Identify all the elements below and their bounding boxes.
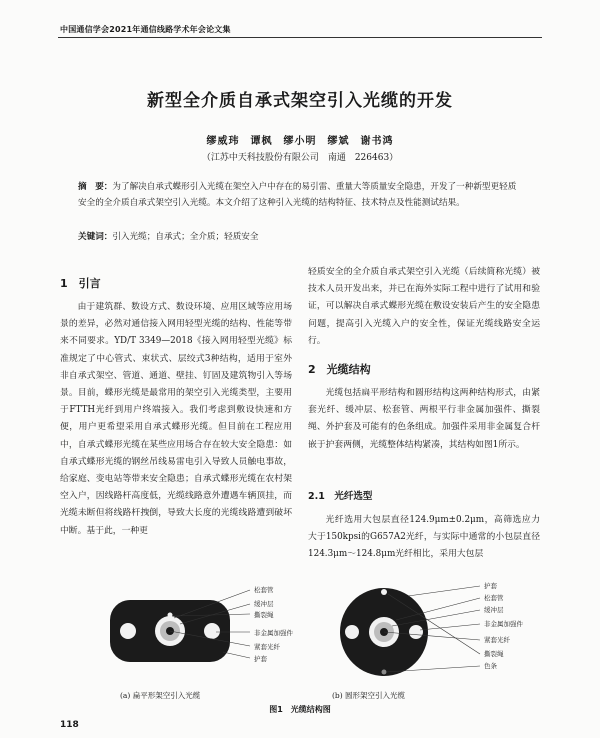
figure-caption-a: (a) 扁平形架空引入光缆 xyxy=(120,691,201,700)
b-label-5: 撕裂绳 xyxy=(484,650,504,658)
round-cable-diagram xyxy=(340,581,524,676)
figure-1 xyxy=(58,580,542,690)
flat-cable-strength-right xyxy=(204,623,220,639)
a-label-3: 非金属加强件 xyxy=(254,629,293,637)
b-label-4: 紧套光纤 xyxy=(484,636,510,644)
a-label-0: 松套管 xyxy=(254,586,274,594)
round-cable-strength-right xyxy=(409,625,423,639)
figure-caption: 图1 光缆结构图 xyxy=(269,705,331,714)
section-1-paragraph: 由于建筑群、数设方式、数设环境、应用区域等应用场景的差异，必然对通信接入网用轻型光缆的结构、性能等带来不同要求。YD/T 3349—2018《接入网用轻型光缆》标准规定了中心管式、束状式、层绞式3种结构，适用于室外非自承式架空、管道、通道、壁挂、钉固及建筑物引入等场景。目前，蝶形光缆是最常用的架空引入光缆类型，主要用于FTTH光纤到用户终端接入。我们考虑到敷设快速和方便，用户更希望采用自承式蝶形光缆。但目前在工程应用中，自承式蝶形光缆在某些应用场合存在较大安全隐患：如自承式蝶形光缆的钢丝吊线易雷电引入导致人员触电事故，给家庭、变电站等带来安全隐患；自承式蝶形光缆在农村架空入户，因线路杆高度低，光缆线路意外遭遇车辆顶挂，而光缆未断但将线路杆拽倒，导致大长度的光缆线路遭到破坏中断。基于此，一种更 xyxy=(60,302,292,536)
figure-caption-b: (b) 圆形架空引入光缆 xyxy=(332,691,406,700)
round-cable-stripe xyxy=(382,670,387,675)
abstract-text: 为了解决自承式蝶形引入光缆在架空入户中存在的易引雷、重量大等质量安全隐患，开发了一种新型更轻质安全的全介质自承式架空引入光缆。本文介绍了这种引入光缆的结构特征、技术特点及性能测试结果。 xyxy=(78,182,517,208)
flat-cable-strength-left xyxy=(120,623,136,639)
round-cable-ripcord xyxy=(381,589,387,595)
section-1-heading: 1 引言 xyxy=(60,277,101,290)
b-label-2: 缓冲层 xyxy=(484,606,504,614)
a-label-2: 撕裂绳 xyxy=(254,611,274,619)
section-2-paragraph: 光缆包括扁平形结构和圆形结构这两种结构形式，由紧套光纤、缓冲层、松套管、两根平行非金属加强件、撕裂绳、外护套及可能有的色条组成。加强件采用非金属复合杆嵌于护套两侧，光缆整体结构紧凑，其结构如图1所示。 xyxy=(308,388,540,450)
keywords xyxy=(78,230,518,242)
a-label-1: 缓冲层 xyxy=(254,600,274,608)
section-2-1-paragraph: 光纤选用大包层直径124.9μm±0.2μm，高筛选应力大于150kpsi的G657A2光纤，与实际中通常的小包层直径124.3μm～124.8μm光纤相比，采用大包层 xyxy=(308,515,540,560)
section-2-heading: 2 光缆结构 xyxy=(308,363,371,376)
keywords-label: 关键词： xyxy=(78,232,113,242)
affiliation: （江苏中天科技股份有限公司 南通 226463） xyxy=(201,153,399,163)
b-label-6: 色条 xyxy=(484,662,497,670)
a-label-4: 紧套光纤 xyxy=(254,643,280,651)
header-rule xyxy=(58,37,542,38)
b-label-0: 护套 xyxy=(484,582,497,590)
keywords-text: 引入光缆；自承式；全介质；轻质安全 xyxy=(112,232,259,242)
page-number: 118 xyxy=(60,720,79,730)
round-cable-strength-left xyxy=(345,625,359,639)
intro-continuation: 轻质安全的全介质自承式架空引入光缆（后续简称光缆）被技术人员开发出来，并已在海外实际工程中进行了试用和验证，可以解决自承式蝶形光缆在敷设安装后产生的安全隐患问题，提高引入光缆入户的安全性，保证光缆线路安全运行。 xyxy=(308,267,540,346)
flat-cable-ripcord xyxy=(168,613,173,618)
b-label-1: 松套管 xyxy=(484,594,504,602)
b-label-3: 非金属加强件 xyxy=(484,620,523,628)
abstract xyxy=(78,179,518,211)
a-label-5: 护套 xyxy=(254,655,267,663)
paper-title: 新型全介质自承式架空引入光缆的开发 xyxy=(147,91,453,111)
running-header: 中国通信学会2021年通信线路学术年会论文集 xyxy=(60,25,231,34)
abstract-label: 摘 要： xyxy=(78,182,113,192)
authors: 缪威玮 谭枫 缪小明 缪斌 谢书鸿 xyxy=(206,136,394,147)
section-2-1-heading: 2.1 光纤选型 xyxy=(308,491,373,502)
flat-cable-diagram xyxy=(110,585,294,663)
